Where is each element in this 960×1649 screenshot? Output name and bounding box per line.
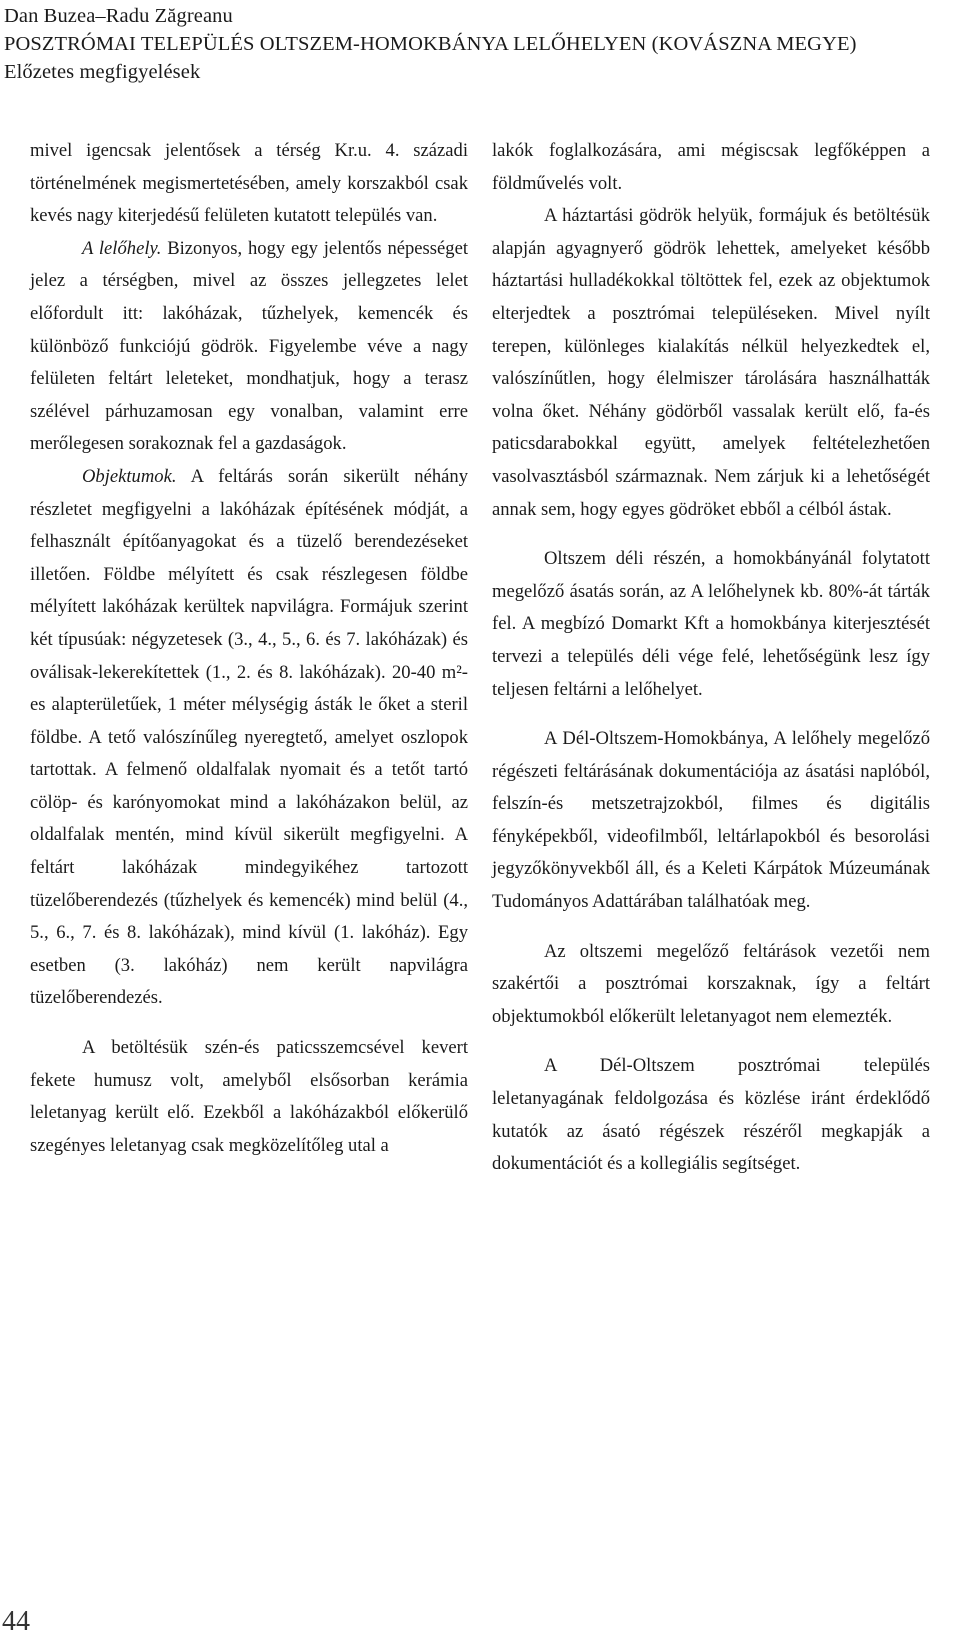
header-subtitle: Előzetes megfigyelések — [4, 61, 201, 83]
running-header — [4, 2, 857, 86]
right-column — [492, 135, 930, 1181]
paragraph: Oltszem déli részén, a homokbányánál folytatott megelőző ásatás során, az A lelőhelynek kb. 80%-át tárták fel. A megbízó Domarkt Kft a homokbánya kiterjesztését tervezi a település déli vége felé, lehetőségünk lesz így teljesen feltárni a lelőhelyet. — [492, 548, 930, 700]
left-column — [30, 135, 468, 1162]
header-title: POSZTRÓMAI TELEPÜLÉS OLTSZEM-HOMOKBÁNYA LELŐHELYEN (KOVÁSZNA MEGYE) — [4, 33, 857, 55]
section-lead-objektumok: Objektumok. — [82, 465, 177, 487]
paragraph: A Dél-Oltszem-Homokbánya, A lelőhely megelőző régészeti feltárásának dokumentációja az ásatási naplóból, felszín-és metszetrajzokból, filmes és digitális fényképekből, videofilmből, leltárlapokból és besorolási jegyzőkönyvekből áll, és a Keleti Kárpátok Múzeumának Tudományos Adattárában találhatóak meg. — [492, 728, 930, 913]
paragraph-text: A feltárás során sikerült néhány részletet megfigyelni a lakóházak építésének módját, a felhasznált építőanyagokat és a tüzelő berendezéseket illetően. Földbe mélyített és csak részlegesen földbe mélyített lakóházak kerültek napvilágra. Formájuk szerint két típusúak: négyzetesek (3., 4., 5., 6. és 7. lakóházak) és oválisak-lekerekítettek (1., 2. és 8. lakóházak). 20-40 m²-es alapterületűek, 1 méter mélységig ásták le őket a steril földbe. A tető valószínűleg nyeregtető, amelyet oszlopok tartottak. A felmenő oldalfalak nyomait és a tetőt tartó cölöp- és karónyomokat mind a lakóházakon belül, az oldalfalak mentén, mind kívül sikerült megfigyelni. A feltárt lakóházak mindegyikéhez tartozott tüzelőberendezés (tűzhelyek és kemencék) mind belül (4., 5., 6., 7. és 8. lakóházak), mind kívül (1. lakóház). Egy esetben (3. lakóház) nem került napvilágra tüzelőberendezés. — [30, 465, 468, 1009]
section-lead-lelohely: A lelőhely. — [82, 237, 162, 259]
paragraph: A betöltésük szén-és paticsszemcsével kevert fekete humusz volt, amelyből elsősorban kerámia leletanyag került elő. Ezekből a lakóházakból előkerülő szegényes leletanyag csak megközelítőleg utal a — [30, 1037, 468, 1156]
paragraph: A háztartási gödrök helyük, formájuk és betöltésük alapján agyagnyerő gödrök lehettek, amelyeket később háztartási hulladékokkal töltöttek fel, ezek az objektumok elterjedtek a posztrómai településeken. Mivel nyílt terepen, különleges kialakítás nélkül helyezkedtek el, valószínűtlen, hogy élelmiszer tárolására használhatták volna őket. Néhány gödörből vassalak került elő, fa-és paticsdarabokkal együtt, amelyek feltételezhetően vasolvasztásból származnak. Nem zárjuk ki a lehetőségét annak sem, hogy egyes gödröket ebből a célból ástak. — [492, 205, 930, 520]
paragraph: mivel igencsak jelentősek a térség Kr.u. 4. századi történelmének megismertetésében, amely korszakból csak kevés nagy kiterjedésű felületen kutatott település van. — [30, 140, 468, 227]
header-authors: Dan Buzea–Radu Zăgreanu — [4, 5, 233, 27]
page-number: 44 — [2, 1606, 30, 1637]
paragraph: lakók foglalkozására, ami mégiscsak legfőképpen a földművelés volt. — [492, 140, 930, 194]
paragraph: Az oltszemi megelőző feltárások vezetői nem szakértői a posztrómai korszaknak, így a feltárt objektumokból előkerült leletanyagot nem elemezték. — [492, 940, 930, 1027]
paragraph: A Dél-Oltszem posztrómai település leletanyagának feldolgozása és közlése iránt érdeklődő kutatók az ásató régészek részéről megkapják a dokumentációt és a kollegiális segítséget. — [492, 1055, 930, 1175]
paragraph — [30, 233, 468, 461]
paragraph — [30, 461, 468, 1015]
paragraph-text: Bizonyos, hogy egy jelentős népességet jelez a térségben, mivel az összes jellegzetes lelet előfordult itt: lakóházak, tűzhelyek, kemencék és különböző funkciójú gödrök. Figyelembe véve a nagy felületen feltárt leleteket, mondhatjuk, hogy a terasz szélével párhuzamosan egy vonalban, valamint erre merőlegesen sorakoznak fel a gazdaságok. — [30, 237, 468, 455]
